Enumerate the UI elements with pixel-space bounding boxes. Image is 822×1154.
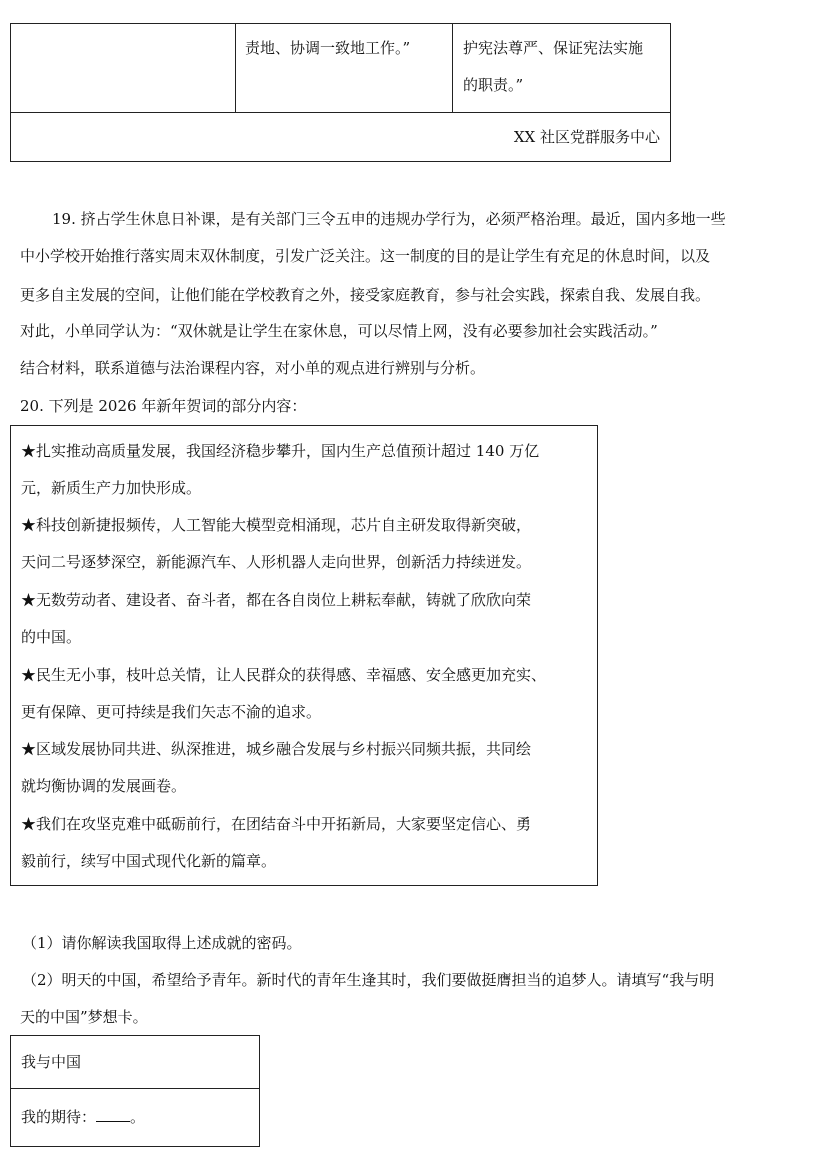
quote-line: 元，新质生产力加快形成。 bbox=[21, 479, 202, 497]
q20-sub2: 天的中国”梦想卡。 bbox=[20, 1008, 148, 1026]
quote-box bbox=[10, 425, 598, 886]
q19-line: 对此，小单同学认为：“双休就是让学生在家休息，可以尽情上网，没有必要参加社会实践活动。” bbox=[20, 322, 658, 340]
quote-line: ★扎实推动高质量发展，我国经济稳步攀升，国内生产总值预计超过 140 万亿 bbox=[21, 442, 540, 460]
card-expectation bbox=[21, 1107, 145, 1127]
quote-line: ★无数劳动者、建设者、奋斗者，都在各自岗位上耕耘奉献，铸就了欣欣向荣 bbox=[21, 591, 532, 609]
q20-sub2: （2）明天的中国，希望给予青年。新时代的青年生逢其时，我们要做挺膺担当的追梦人。请填写“我与明 bbox=[22, 971, 715, 989]
quote-line: ★科技创新捷报频传，人工智能大模型竞相涌现，芯片自主研发取得新突破， bbox=[21, 516, 532, 534]
quote-line: ★我们在攻坚克难中砥砺前行，在团结奋斗中开拓新局，大家要坚定信心、勇 bbox=[21, 815, 532, 833]
signature-text: XX 社区党群服务中心 bbox=[513, 128, 660, 146]
card-end: 。 bbox=[130, 1108, 146, 1126]
table-divider bbox=[452, 24, 453, 112]
top-table bbox=[10, 23, 671, 162]
dream-card bbox=[10, 1035, 260, 1147]
table-cell-text: 护宪法尊严、保证宪法实施 bbox=[463, 39, 644, 57]
card-title: 我与中国 bbox=[21, 1053, 82, 1071]
q19-line: 更多自主发展的空间，让他们能在学校教育之外，接受家庭教育，参与社会实践，探索自我、发展自我。 bbox=[20, 286, 711, 304]
answer-blank[interactable] bbox=[96, 1107, 130, 1122]
table-cell-text: 的职责。” bbox=[463, 76, 524, 94]
quote-line: ★区域发展协同共进、纵深推进，城乡融合发展与乡村振兴同频共振，共同绘 bbox=[21, 740, 532, 758]
quote-line: 就均衡协调的发展画卷。 bbox=[21, 777, 187, 795]
quote-line: ★民生无小事，枝叶总关情，让人民群众的获得感、幸福感、安全感更加充实、 bbox=[21, 666, 547, 684]
table-divider bbox=[235, 24, 236, 112]
q20-sub1: （1）请你解读我国取得上述成就的密码。 bbox=[22, 934, 302, 952]
table-cell-text: 责地、协调一致地工作。” bbox=[245, 39, 411, 57]
q20-intro: 20. 下列是 2026 年新年贺词的部分内容： bbox=[20, 397, 307, 415]
card-label: 我的期待： bbox=[21, 1108, 97, 1126]
quote-line: 的中国。 bbox=[21, 628, 82, 646]
q19-line: 中小学校开始推行落实周末双休制度，引发广泛关注。这一制度的目的是让学生有充足的休息时间，以及 bbox=[20, 247, 711, 265]
table-divider bbox=[11, 112, 670, 113]
quote-line: 天问二号逐梦深空，新能源汽车、人形机器人走向世界，创新活力持续迸发。 bbox=[21, 553, 532, 571]
q19-line: 19. 挤占学生休息日补课，是有关部门三令五申的违规办学行为，必须严格治理。最近，国内多地一些 bbox=[52, 210, 726, 228]
q19-question: 结合材料，联系道德与法治课程内容，对小单的观点进行辨别与分析。 bbox=[20, 359, 486, 377]
quote-line: 毅前行，续写中国式现代化新的篇章。 bbox=[21, 852, 277, 870]
table-divider bbox=[11, 1088, 259, 1089]
quote-line: 更有保障、更可持续是我们矢志不渝的追求。 bbox=[21, 703, 322, 721]
